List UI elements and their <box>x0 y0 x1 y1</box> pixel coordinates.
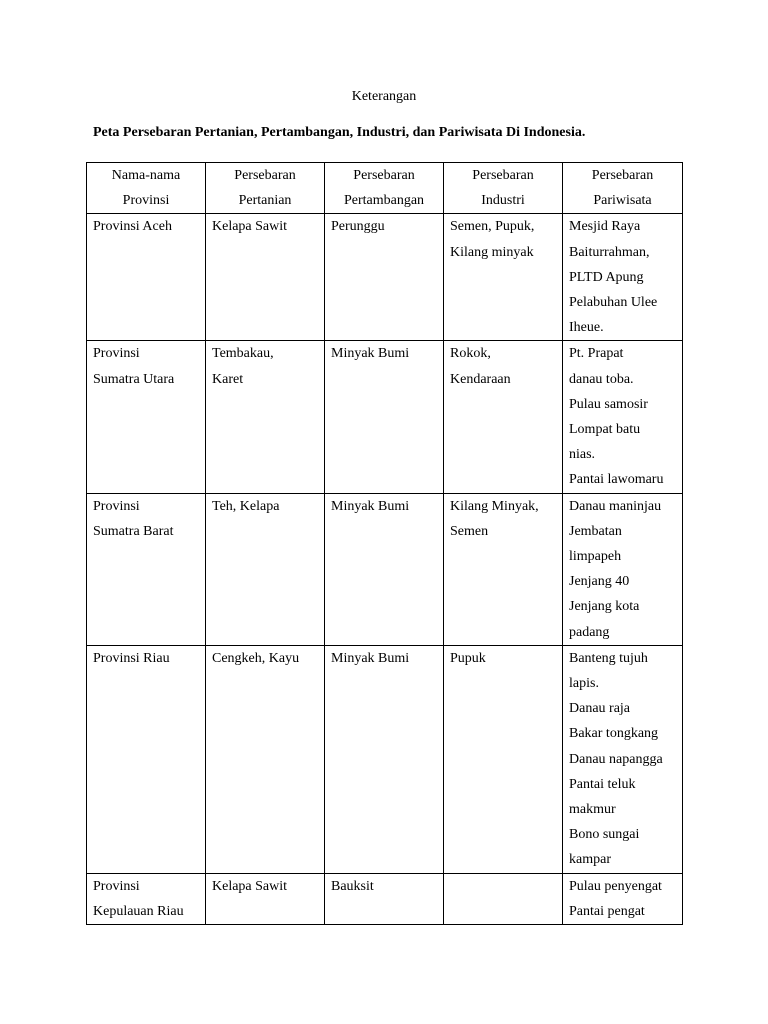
cell-industri <box>444 493 563 645</box>
header-line: Persebaran <box>234 168 296 183</box>
header-pertambangan <box>325 163 444 214</box>
cell-provinsi <box>87 645 206 873</box>
cell-line: Kilang Minyak, <box>450 498 539 514</box>
cell-line: Bakar tongkang <box>569 726 659 742</box>
persebaran-table <box>86 162 683 925</box>
cell-line: Kendaraan <box>450 371 511 387</box>
cell-line: Pupuk <box>450 650 486 666</box>
cell-line: Provinsi <box>93 498 140 514</box>
cell-line: Pelabuhan Ulee <box>569 295 658 311</box>
cell-line: Minyak Bumi <box>331 650 410 666</box>
cell-line: Tembakau, <box>212 346 274 362</box>
cell-line: Perunggu <box>331 219 385 235</box>
cell-line: Provinsi <box>93 346 140 362</box>
page-heading: Keterangan <box>351 89 417 104</box>
cell-line: Pulau penyengat <box>569 878 662 894</box>
header-line: Persebaran <box>353 168 415 183</box>
cell-line: Minyak Bumi <box>331 346 410 362</box>
cell-pertambangan <box>325 873 444 924</box>
cell-line: Danau raja <box>569 701 631 717</box>
cell-industri <box>444 214 563 341</box>
cell-industri <box>444 341 563 493</box>
cell-line: Sumatra Utara <box>93 371 175 387</box>
cell-line: lapis. <box>569 676 599 692</box>
table-row <box>87 214 683 341</box>
header-line: Pariwisata <box>593 193 652 209</box>
cell-line: Pulau samosir <box>569 396 648 412</box>
table-row <box>87 873 683 924</box>
cell-provinsi <box>87 493 206 645</box>
header-line: Provinsi <box>122 193 170 209</box>
cell-pertanian <box>206 645 325 873</box>
cell-line: kampar <box>569 852 611 868</box>
cell-line: Danau napangga <box>569 751 663 767</box>
cell-pariwisata <box>563 493 683 645</box>
cell-industri <box>444 645 563 873</box>
cell-line: Sumatra Barat <box>93 523 174 539</box>
cell-line: makmur <box>569 802 616 818</box>
header-pertanian <box>206 163 325 214</box>
cell-pariwisata <box>563 341 683 493</box>
cell-line: Minyak Bumi <box>331 498 410 514</box>
cell-line: limpapeh <box>569 549 622 565</box>
cell-line: Semen <box>450 523 489 539</box>
cell-pariwisata <box>563 214 683 341</box>
table-row <box>87 493 683 645</box>
cell-line: Provinsi Riau <box>93 650 170 666</box>
cell-line: Jenjang 40 <box>569 574 630 590</box>
header-line: Nama-nama <box>111 168 181 183</box>
cell-pertambangan <box>325 645 444 873</box>
cell-line: nias. <box>569 447 596 463</box>
cell-line: Pt. Prapat <box>569 346 624 362</box>
cell-line: Iheue. <box>569 320 604 336</box>
header-line: Industri <box>481 193 525 209</box>
cell-provinsi <box>87 341 206 493</box>
cell-pertanian <box>206 341 325 493</box>
cell-line: Bauksit <box>331 878 374 894</box>
cell-provinsi <box>87 214 206 341</box>
header-line: Pertambangan <box>343 193 425 209</box>
cell-line: Kepulauan Riau <box>93 903 184 919</box>
cell-line: Pantai lawomaru <box>569 472 664 488</box>
cell-line: Karet <box>212 371 244 387</box>
cell-line: danau toba. <box>569 371 634 387</box>
cell-line: Lompat batu <box>569 422 641 438</box>
cell-line: PLTD Apung <box>569 269 644 285</box>
cell-line: Semen, Pupuk, <box>450 219 535 235</box>
table-header-row <box>87 163 683 214</box>
cell-line: Pantai pengat <box>569 903 645 919</box>
header-line: Pertanian <box>238 193 292 209</box>
header-industri <box>444 163 563 214</box>
cell-pertanian <box>206 493 325 645</box>
cell-line: Baiturrahman, <box>569 244 650 260</box>
cell-line: Rokok, <box>450 346 491 362</box>
cell-provinsi <box>87 873 206 924</box>
cell-line: Danau maninjau <box>569 498 662 514</box>
cell-line: Jenjang kota <box>569 599 640 615</box>
cell-line: Provinsi Aceh <box>93 219 172 235</box>
cell-pertambangan <box>325 493 444 645</box>
cell-line: Kilang minyak <box>450 244 534 260</box>
cell-line: Banteng tujuh <box>569 650 648 666</box>
cell-industri <box>444 873 563 924</box>
cell-line: Jembatan <box>569 523 622 539</box>
cell-pertanian <box>206 873 325 924</box>
cell-line: Teh, Kelapa <box>212 498 280 514</box>
cell-line: Provinsi <box>93 878 140 894</box>
cell-pertambangan <box>325 341 444 493</box>
header-pariwisata <box>563 163 683 214</box>
cell-line: Bono sungai <box>569 827 640 843</box>
cell-line: Mesjid Raya <box>569 219 641 235</box>
header-provinsi <box>87 163 206 214</box>
cell-pariwisata <box>563 873 683 924</box>
cell-pertanian <box>206 214 325 341</box>
header-line: Persebaran <box>472 168 534 183</box>
cell-line: padang <box>569 624 610 640</box>
cell-pertambangan <box>325 214 444 341</box>
cell-line: Kelapa Sawit <box>212 219 288 235</box>
cell-line: Kelapa Sawit <box>212 878 288 894</box>
header-line: Persebaran <box>591 168 654 183</box>
cell-pariwisata <box>563 645 683 873</box>
cell-line: Pantai teluk <box>569 776 636 792</box>
table-row <box>87 645 683 873</box>
document-title: Peta Persebaran Pertanian, Pertambangan, Industri, dan Pariwisata Di Indonesia. <box>93 125 586 140</box>
table-row <box>87 341 683 493</box>
cell-line: Cengkeh, Kayu <box>212 650 300 666</box>
